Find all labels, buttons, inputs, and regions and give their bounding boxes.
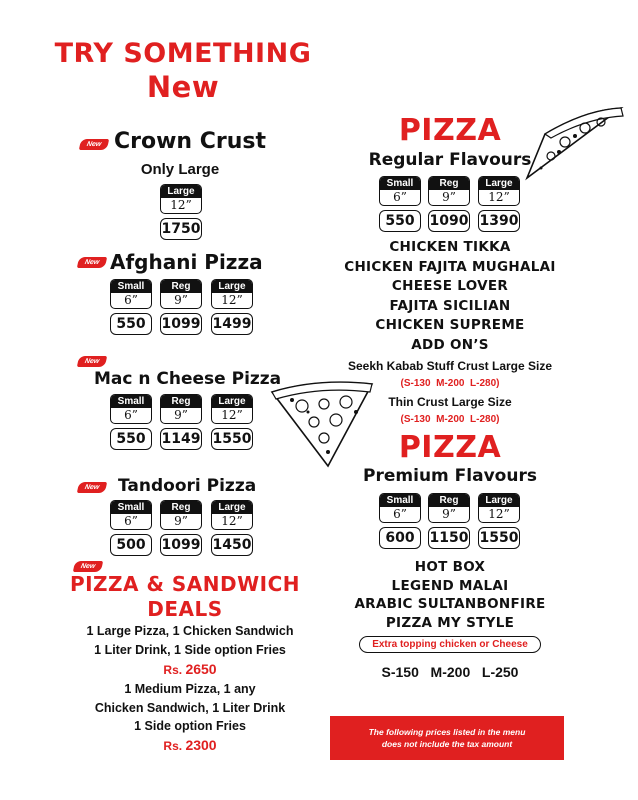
extra-topping-badge: Extra topping chicken or Cheese [359, 636, 541, 653]
afghani-size-reg [160, 279, 202, 335]
premium-size-large [478, 493, 520, 549]
premium-size-reg [428, 493, 470, 549]
mac-cheese-title: Mac n Cheese Pizza [94, 369, 282, 389]
deal-price [40, 660, 340, 679]
price-box: 1550 [478, 527, 520, 549]
price-prefix: Rs. [163, 663, 183, 677]
size-label: Large [212, 501, 252, 514]
new-badge: New [73, 561, 103, 572]
flavour-item: ADD ON’S [411, 336, 489, 353]
flavour-item: CHICKEN TIKKA [389, 239, 511, 255]
size-inch: 9” [442, 190, 456, 204]
premium-pizza-title: PIZZA [398, 430, 502, 465]
flavour-item: CHICKEN SUPREME [375, 317, 525, 333]
deal-price [40, 736, 340, 755]
deals-title-line-1: PIZZA & SANDWICH [69, 572, 301, 596]
flavour-item: LEGEND MALAI [391, 577, 509, 594]
size-inch: 6” [393, 507, 407, 521]
price-box: 1450 [211, 534, 253, 556]
afghani-size-large [211, 279, 253, 335]
size-inch: 9” [174, 408, 188, 422]
size-label: Large [212, 280, 252, 293]
price-box: 1750 [160, 218, 202, 240]
price-box: 600 [379, 527, 421, 549]
size-label: Small [380, 494, 420, 507]
header-line-2: New [146, 70, 220, 104]
extra-topping-prices: S-150 M-200 L-250 [381, 664, 519, 680]
price-value: 2300 [185, 736, 217, 753]
size-inch: 12” [488, 507, 510, 521]
flavour-item: PIZZA MY STYLE [385, 614, 515, 631]
crown-crust-subtitle: Only Large [140, 161, 220, 178]
price-prefix: Rs. [163, 738, 183, 753]
size-inch: 12” [221, 408, 243, 422]
tandoori-size-large [211, 500, 253, 556]
regular-size-small [379, 176, 421, 232]
size-label: Small [111, 501, 151, 514]
deal-line: 1 Liter Drink, 1 Side option Fries [94, 643, 286, 657]
afghani-size-small [110, 279, 152, 335]
premium-size-small [379, 493, 421, 549]
header-line-1: TRY SOMETHING [54, 38, 312, 69]
addon-prices: (S-130 M-200 L-280) [400, 414, 500, 425]
crown-size-large [160, 184, 202, 240]
addon-name: Thin Crust Large Size [388, 395, 512, 409]
flavour-item: HOT BOX [414, 559, 486, 575]
premium-flavours-list [330, 558, 570, 632]
size-label: Reg [161, 501, 201, 514]
tax-note [330, 716, 564, 760]
size-inch: 6” [124, 408, 138, 422]
tax-note-line: The following prices listed in the menu [368, 727, 526, 737]
mac-size-small [110, 394, 152, 450]
regular-pizza-title: PIZZA [398, 113, 502, 148]
price-box: 1149 [160, 428, 202, 450]
flavour-item: FAJITA SICILIAN [389, 297, 511, 314]
deal-line: Chicken Sandwich, 1 Liter Drink [94, 700, 286, 715]
size-label: Small [111, 395, 151, 408]
flavour-item: CHICKEN FAJITA MUGHALAI [344, 258, 556, 275]
price-box: 550 [110, 428, 152, 450]
premium-subtitle: Premium Flavours [363, 466, 537, 486]
price-value: 2650 [185, 661, 217, 677]
price-box: 1550 [211, 428, 253, 450]
deals-title-line-2: DEALS [147, 597, 223, 621]
regular-subtitle: Regular Flavours [368, 150, 532, 170]
tandoori-size-small [110, 500, 152, 556]
price-box: 1099 [160, 313, 202, 335]
price-box: 1390 [478, 210, 520, 232]
size-label: Reg [429, 494, 469, 507]
price-box: 550 [379, 210, 421, 232]
size-label: Reg [161, 395, 201, 408]
deal-line: 1 Medium Pizza, 1 any [124, 682, 256, 696]
tandoori-size-reg [160, 500, 202, 556]
size-inch: 6” [393, 190, 407, 204]
price-box: 1099 [160, 534, 202, 556]
size-inch: 12” [221, 293, 243, 307]
regular-flavours-list [330, 238, 570, 355]
crown-crust-title: Crown Crust [114, 129, 267, 154]
new-badge: New [77, 356, 107, 367]
new-badge: New [77, 482, 107, 493]
tax-note-line: does not include the tax amount [381, 739, 513, 749]
addon-name: Seekh Kabab Stuff Crust Large Size [347, 359, 553, 373]
deal-1 [40, 622, 340, 679]
size-label: Large [161, 185, 201, 198]
size-label: Small [380, 177, 420, 190]
regular-size-large [478, 176, 520, 232]
size-inch: 9” [174, 514, 188, 528]
price-box: 500 [110, 534, 152, 556]
mac-size-large [211, 394, 253, 450]
new-badge: New [79, 139, 109, 150]
size-label: Large [212, 395, 252, 408]
addon-prices: (S-130 M-200 L-280) [400, 378, 500, 389]
flavour-item: CHEESE LOVER [391, 278, 509, 294]
size-label: Large [479, 494, 519, 507]
tandoori-title: Tandoori Pizza [118, 476, 257, 496]
price-box: 1150 [428, 527, 470, 549]
size-inch: 6” [124, 514, 138, 528]
size-inch: 9” [174, 293, 188, 307]
mac-size-reg [160, 394, 202, 450]
price-box: 1090 [428, 210, 470, 232]
size-inch: 6” [124, 293, 138, 307]
size-label: Small [111, 280, 151, 293]
size-label: Reg [161, 280, 201, 293]
size-inch: 9” [442, 507, 456, 521]
regular-size-reg [428, 176, 470, 232]
size-inch: 12” [221, 514, 243, 528]
price-box: 550 [110, 313, 152, 335]
size-inch: 12” [170, 198, 192, 212]
new-badge: New [77, 257, 107, 268]
deal-line: 1 Side option Fries [134, 719, 246, 733]
afghani-pizza-title: Afghani Pizza [110, 250, 263, 274]
size-label: Reg [429, 177, 469, 190]
deal-line: 1 Large Pizza, 1 Chicken Sandwich [86, 624, 294, 638]
size-label: Large [479, 177, 519, 190]
size-inch: 12” [488, 190, 510, 204]
price-box: 1499 [211, 313, 253, 335]
flavour-item: ARABIC SULTANBONFIRE [354, 596, 546, 612]
deal-2 [40, 680, 340, 755]
